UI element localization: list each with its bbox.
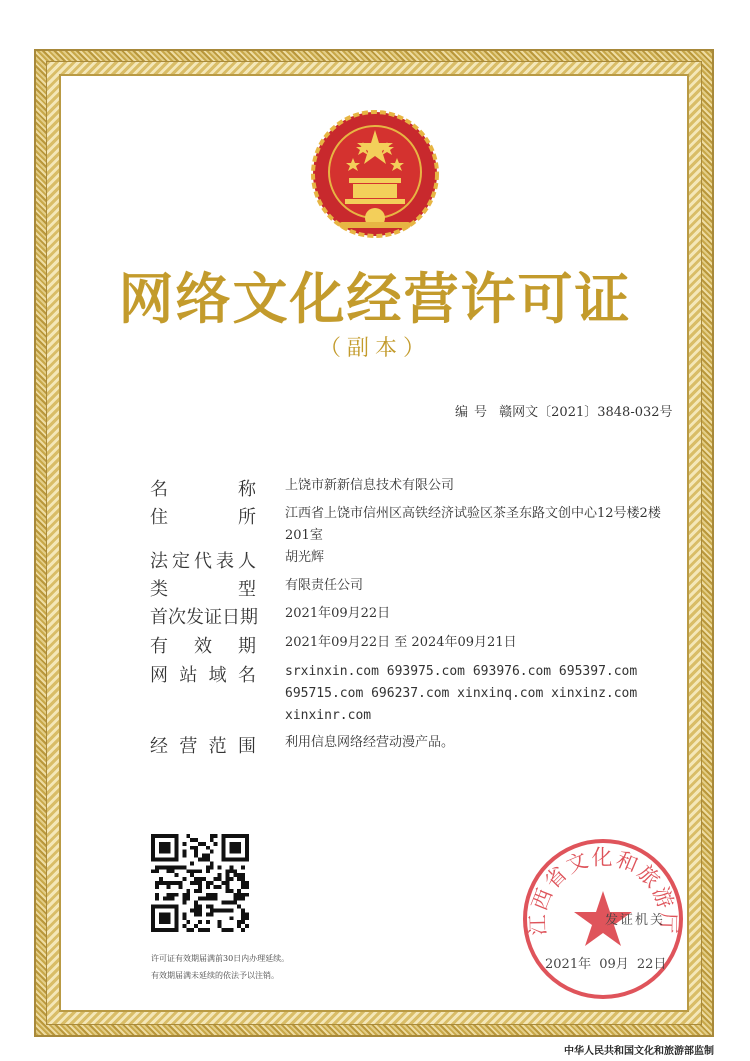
serial-number — [455, 401, 673, 420]
national-emblem-icon — [309, 108, 441, 240]
field-label-type: 类型 — [150, 579, 256, 600]
issuing-authority: 发证机关 — [605, 913, 666, 928]
field-label-legal-rep: 法定代表人 — [150, 551, 256, 572]
field-value-validity: 2021年09月22日 至 2024年09月21日 — [285, 635, 517, 650]
certificate-subtitle: （副本） — [318, 336, 431, 361]
field-value-type: 有限责任公司 — [285, 578, 364, 593]
field-label-validity: 有效期 — [150, 636, 256, 657]
validity-note: 有效期届满未延续的依法予以注销。 — [151, 971, 279, 980]
field-value-scope: 利用信息网络经营动漫产品。 — [285, 735, 455, 750]
qr-code — [151, 834, 249, 932]
field-label-first-issue-date: 首次发证日期 — [150, 607, 258, 628]
field-label-scope: 经营范围 — [150, 736, 256, 757]
field-value-first-issue-date: 2021年09月22日 — [285, 606, 391, 621]
validity-note: 许可证有效期届满前30日内办理延续。 — [151, 954, 290, 963]
field-value-legal-rep: 胡光辉 — [285, 550, 325, 565]
field-value-domains: srxinxin.com 693975.com 693976.com 695397.com 695715.com 696237.com xinxinq.com xinxinz.com xinxinr.com — [285, 664, 638, 723]
validity-notes — [151, 950, 289, 984]
seal-text: 江西省文化和旅游厅 — [525, 845, 681, 936]
field-label-address: 住所 — [150, 507, 256, 528]
supervised-by-footer: 中华人民共和国文化和旅游部监制 — [564, 1046, 714, 1057]
field-value-name: 上饶市新新信息技术有限公司 — [285, 478, 455, 493]
serial-number-label: 编号 — [455, 405, 494, 420]
field-value-address: 江西省上饶市信州区高铁经济试验区茶圣东路文创中心12号楼2楼201室 — [285, 506, 661, 543]
field-label-name: 名称 — [150, 479, 256, 500]
issue-date: 2021年 09月 22日 — [545, 957, 667, 972]
serial-number-value: 赣网文〔2021〕3848-032号 — [499, 405, 673, 420]
certificate-title: 网络文化经营许可证 — [118, 266, 632, 331]
field-label-domains: 网站域名 — [150, 665, 256, 686]
